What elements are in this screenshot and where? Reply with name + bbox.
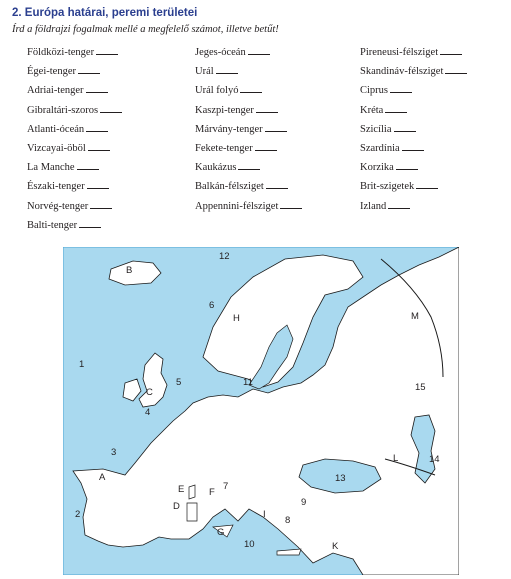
answer-blank[interactable] — [445, 64, 467, 74]
sardinia-shape — [187, 503, 197, 521]
answer-blank[interactable] — [390, 83, 412, 93]
map-label-10: 10 — [244, 539, 255, 550]
map-label-13: 13 — [335, 473, 346, 484]
term-item — [360, 141, 424, 155]
term-item — [360, 122, 416, 136]
term-item — [360, 83, 412, 97]
map-label-K: K — [332, 541, 339, 552]
answer-blank[interactable] — [88, 141, 110, 151]
term-label: Gibraltári-szoros — [27, 104, 99, 116]
map-label-H: H — [233, 313, 240, 324]
answer-blank[interactable] — [265, 122, 287, 132]
term-item — [27, 83, 108, 97]
term-label: Appennini-félsziget — [195, 200, 279, 212]
map-label-7: 7 — [223, 481, 229, 492]
answer-blank[interactable] — [86, 83, 108, 93]
term-item — [195, 141, 277, 155]
term-label: Vizcayai-öböl — [27, 143, 86, 154]
term-label: Norvég-tenger — [27, 200, 89, 212]
answer-blank[interactable] — [248, 45, 270, 55]
map-label-9: 9 — [301, 497, 307, 508]
map-label-11: 11 — [243, 377, 253, 388]
term-label: Szardínia — [360, 143, 400, 154]
map-label-F: F — [209, 487, 215, 498]
answer-blank[interactable] — [86, 122, 108, 132]
term-label: Szicília — [360, 123, 392, 135]
term-item — [195, 122, 287, 136]
term-item — [360, 179, 438, 193]
map-label-15: 15 — [415, 382, 426, 393]
term-label: Korzika — [360, 162, 394, 174]
answer-blank[interactable] — [87, 179, 109, 189]
answer-blank[interactable] — [100, 103, 122, 113]
answer-blank[interactable] — [96, 45, 118, 55]
term-item — [27, 218, 101, 232]
map-label-G: G — [217, 527, 225, 538]
term-label: Kaszpi-tenger — [195, 104, 254, 116]
map-label-E: E — [178, 484, 185, 495]
term-label: Adriai-tenger — [27, 85, 84, 97]
term-label: Izland — [360, 200, 387, 212]
term-label: Márvány-tenger — [195, 123, 263, 135]
answer-blank[interactable] — [280, 199, 302, 209]
answer-blank[interactable] — [388, 199, 410, 209]
map-label-D: D — [173, 501, 180, 512]
term-label: Atlanti-óceán — [27, 123, 85, 135]
term-label: Jeges-óceán — [195, 47, 246, 58]
term-item — [360, 45, 462, 59]
map-label-1: 1 — [79, 359, 85, 370]
term-item — [195, 179, 288, 193]
term-label: Balti-tenger — [27, 219, 78, 231]
term-label: Égei-tenger — [27, 66, 76, 78]
answer-blank[interactable] — [216, 64, 238, 74]
answer-blank[interactable] — [79, 218, 101, 228]
answer-blank[interactable] — [394, 122, 416, 132]
map-label-A: A — [99, 472, 106, 483]
term-item — [360, 160, 418, 174]
term-item — [27, 122, 108, 136]
term-item — [195, 199, 302, 213]
map-label-M: M — [411, 311, 419, 322]
term-label: La Manche — [27, 162, 75, 174]
term-item — [27, 141, 110, 155]
answer-blank[interactable] — [90, 199, 112, 209]
term-item — [27, 199, 112, 213]
term-item — [195, 83, 262, 97]
exercise-instruction: Írd a földrajzi fogalmak mellé a megfelelő számot, illetve betűt! — [12, 24, 279, 35]
answer-blank[interactable] — [416, 179, 438, 189]
term-item — [27, 160, 99, 174]
term-label: Urál — [195, 66, 214, 78]
map-label-3: 3 — [111, 447, 117, 458]
term-label: Földközi-tenger — [27, 47, 95, 58]
map-label-5: 5 — [176, 377, 182, 388]
map-label-8: 8 — [285, 515, 291, 526]
map-label-C: C — [146, 387, 153, 398]
term-item — [195, 103, 278, 117]
answer-blank[interactable] — [78, 64, 100, 74]
corsica-shape — [189, 485, 195, 499]
term-item — [27, 103, 122, 117]
answer-blank[interactable] — [255, 141, 277, 151]
europe-map — [63, 247, 459, 575]
term-item — [195, 64, 238, 78]
answer-blank[interactable] — [402, 141, 424, 151]
term-item — [360, 103, 407, 117]
term-label: Ciprus — [360, 85, 389, 97]
answer-blank[interactable] — [396, 160, 418, 170]
answer-blank[interactable] — [240, 83, 262, 93]
answer-blank[interactable] — [77, 160, 99, 170]
term-item — [195, 160, 260, 174]
map-label-6: 6 — [209, 300, 215, 311]
map-label-L: L — [393, 453, 399, 464]
term-item — [360, 199, 410, 213]
term-label: Fekete-tenger — [195, 143, 253, 154]
answer-blank[interactable] — [266, 179, 288, 189]
map-label-2: 2 — [75, 509, 81, 520]
map-label-12: 12 — [219, 251, 230, 262]
term-label: Balkán-félsziget — [195, 181, 264, 193]
term-item — [27, 45, 118, 59]
term-label: Skandináv-félsziget — [360, 66, 444, 78]
term-item — [27, 64, 100, 78]
term-label: Brit-szigetek — [360, 181, 415, 193]
answer-blank[interactable] — [385, 103, 407, 113]
map-label-4: 4 — [145, 407, 151, 418]
answer-blank[interactable] — [440, 45, 462, 55]
map-label-14: 14 — [429, 454, 440, 465]
answer-blank[interactable] — [256, 103, 278, 113]
term-label: Pireneusi-félsziget — [360, 47, 439, 58]
term-item — [360, 64, 467, 78]
exercise-title: 2. Európa határai, peremi területei — [12, 7, 198, 19]
map-label-B: B — [126, 265, 133, 276]
term-item — [195, 45, 270, 59]
term-label: Északi-tenger — [27, 181, 85, 193]
term-label: Urál folyó — [195, 85, 239, 97]
term-label: Kréta — [360, 104, 384, 116]
answer-blank[interactable] — [238, 160, 260, 170]
map-label-I: I — [263, 509, 266, 520]
term-label: Kaukázus — [195, 162, 237, 174]
term-item — [27, 179, 109, 193]
